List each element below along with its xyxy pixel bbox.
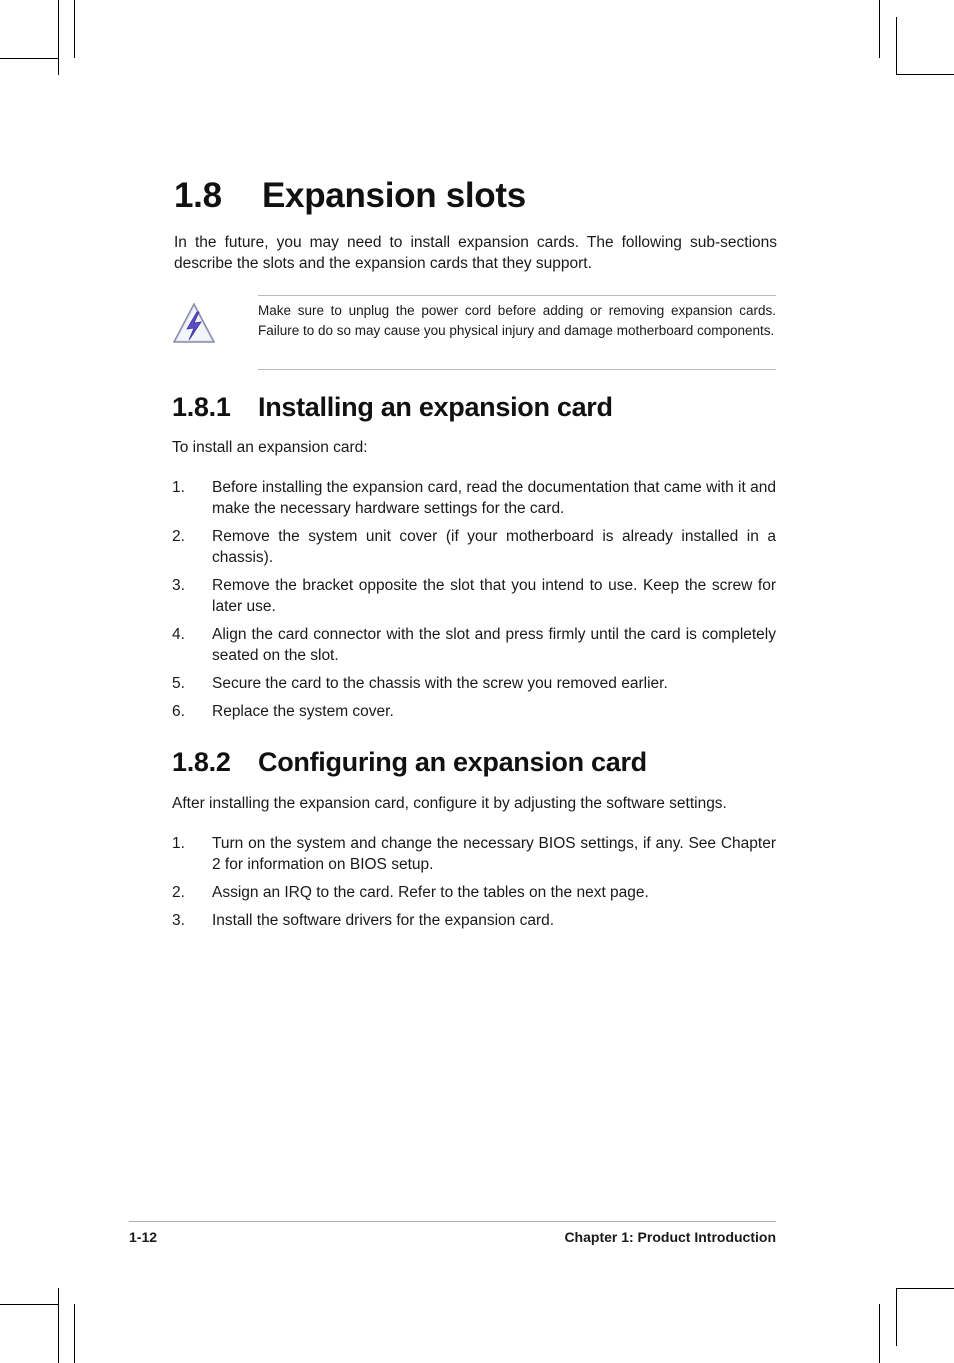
crop-mark: [0, 58, 58, 59]
footer-divider: [129, 1221, 776, 1222]
subsection-configuring-title: [172, 747, 647, 778]
crop-mark: [0, 1304, 58, 1305]
section-title-text: Expansion slots: [262, 176, 526, 215]
list-item: [172, 624, 776, 666]
list-item: [172, 575, 776, 617]
crop-mark: [896, 17, 897, 75]
page-number: 1-12: [129, 1229, 158, 1245]
crop-mark: [896, 74, 954, 75]
list-item: [172, 910, 776, 931]
list-item: [172, 882, 776, 903]
step-text: Assign an IRQ to the card. Refer to the tables on the next page.: [212, 884, 649, 901]
step-text: Turn on the system and change the necessary BIOS settings, if any. See Chapter 2 for information on BIOS setup.: [212, 835, 776, 873]
list-item: [172, 833, 776, 875]
step-number: 6.: [172, 703, 185, 720]
step-number: 1.: [172, 479, 185, 496]
crop-mark: [879, 0, 880, 58]
subsection-number: 1.8.2: [172, 747, 231, 777]
installing-steps: [172, 477, 776, 729]
crop-mark: [74, 1304, 75, 1363]
step-number: 3.: [172, 577, 185, 594]
warning-note: [258, 295, 776, 370]
crop-mark: [58, 0, 59, 75]
crop-mark: [879, 1304, 880, 1363]
crop-mark: [58, 1288, 59, 1363]
configuring-steps: [172, 833, 776, 938]
step-number: 1.: [172, 835, 185, 852]
list-item: [172, 477, 776, 519]
warning-note-text: Make sure to unplug the power cord before adding or removing expansion cards. Failure to do so may cause you physical injury and damage motherboard components.: [258, 303, 776, 338]
crop-mark: [896, 1288, 897, 1346]
step-text: Align the card connector with the slot and press firmly until the card is completely seated on the slot.: [212, 626, 776, 664]
list-item: [172, 526, 776, 568]
configuring-lead: After installing the expansion card, configure it by adjusting the software settings.: [172, 795, 727, 812]
warning-lightning-icon: [170, 298, 218, 346]
section-title: [174, 176, 526, 216]
step-text: Before installing the expansion card, read the documentation that came with it and make the necessary hardware settings for the card.: [212, 479, 776, 517]
step-text: Replace the system cover.: [212, 703, 394, 720]
list-item: [172, 701, 776, 722]
step-number: 2.: [172, 528, 185, 545]
installing-lead: To install an expansion card:: [172, 439, 368, 456]
step-number: 2.: [172, 884, 185, 901]
crop-mark: [896, 1288, 954, 1289]
step-text: Remove the system unit cover (if your motherboard is already installed in a chassis).: [212, 528, 776, 566]
section-intro: In the future, you may need to install expansion cards. The following sub-sections describe the slots and the expansion cards that they support.: [174, 234, 777, 272]
subsection-installing-title: [172, 392, 613, 423]
step-text: Install the software drivers for the expansion card.: [212, 912, 555, 929]
chapter-title: Chapter 1: Product Introduction: [564, 1229, 776, 1245]
step-number: 4.: [172, 626, 185, 643]
step-text: Secure the card to the chassis with the screw you removed earlier.: [212, 675, 668, 692]
step-number: 5.: [172, 675, 185, 692]
section-number: 1.8: [174, 176, 222, 215]
step-number: 3.: [172, 912, 185, 929]
crop-mark: [74, 0, 75, 58]
subsection-title-text: Installing an expansion card: [258, 392, 613, 422]
subsection-title-text: Configuring an expansion card: [258, 747, 647, 777]
list-item: [172, 673, 776, 694]
step-text: Remove the bracket opposite the slot that you intend to use. Keep the screw for later use.: [212, 577, 776, 615]
subsection-number: 1.8.1: [172, 392, 231, 422]
